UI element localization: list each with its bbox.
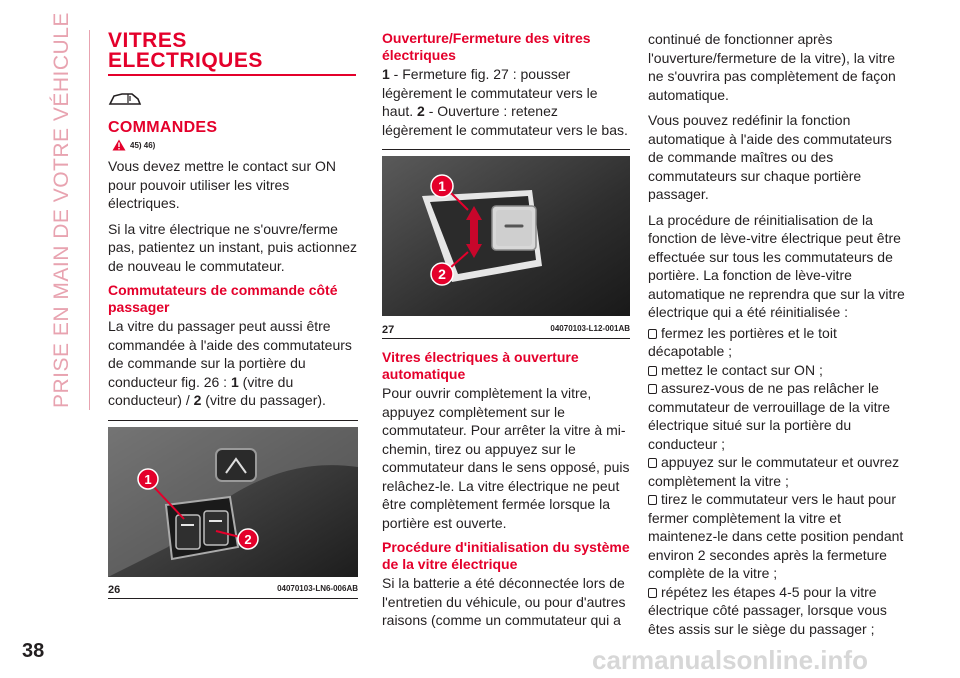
section-title-line2: ELECTRIQUES (108, 49, 263, 72)
paragraph: Si la batterie a été déconnectée lors de l'entretien du véhicule, ou pour d'autres raisons (comme un commutateur qui a (382, 575, 626, 628)
section-title-line1: VITRES (108, 29, 187, 52)
checkbox-bullet-icon (648, 384, 657, 394)
checkbox-bullet-icon (648, 495, 657, 505)
window-switch-photo (382, 156, 630, 316)
warning-refs-text: 45) 46) (130, 140, 156, 150)
title-rule (108, 74, 356, 76)
checkbox-bullet-icon (648, 458, 657, 468)
column-1 (108, 30, 358, 599)
figure-27 (382, 149, 630, 339)
checkbox-bullet-icon (648, 588, 657, 598)
subsection-title: COMMANDES (108, 119, 218, 136)
list-item: mettez le contact sur ON ; (648, 361, 910, 380)
watermark: carmanualsonline.info (592, 645, 868, 675)
warning-icon (112, 139, 126, 151)
heading-passenger-switches: Commutateurs de commande côté passager (108, 282, 338, 315)
list-item: répétez les étapes 4-5 pour la vitre électrique côté passager, lorsque vous êtes assis sur le siège du passager ; (648, 583, 887, 637)
figure-caption (382, 324, 630, 336)
callout-2: 2 (438, 266, 446, 282)
figure-code: 04070103-L12-001AB (550, 324, 630, 333)
paragraph: La procédure de réinitialisation de la fonction de lève-vitre électrique peut être effectuée sur tous les commutateurs de portière. La fonction de lève-vitre automatique ne reprendra que sur la vitre électrique qui a été réinitialisée : (648, 211, 905, 320)
paragraph: Si la vitre électrique ne s'ouvre/ferme pas, patientez un instant, puis actionnez de nouveau le commutateur. (108, 220, 358, 274)
figure-26 (108, 420, 358, 599)
figure-code: 04070103-LN6-006AB (277, 583, 358, 593)
list-item: fermez les portières et le toit décapotable ; (648, 324, 837, 359)
figure-number: 26 (108, 583, 121, 596)
list-item: appuyez sur le commutateur et ouvrez complètement la vitre ; (648, 454, 900, 489)
door-switch-photo (108, 427, 358, 577)
list-item: tirez le commutateur vers le haut pour fermer complètement la vitre et maintenez-le dans cette position pendant environ 2 secondes après la fermeture complète de la vitre ; (648, 491, 904, 581)
paragraph: Vous pouvez redéfinir la fonction automatique à l'aide des commutateurs de commande maîtres ou des commutateurs sur chaque portière passager. (648, 112, 892, 202)
callout-2: 2 (244, 531, 252, 547)
callout-1: 1 (144, 471, 152, 487)
heading-initialisation: Procédure d'initialisation du système de la vitre électrique (382, 539, 630, 572)
paragraph: 1 - Fermeture fig. 27 : pousser légèrement le commutateur vers le haut. 2 - Ouverture : retenez légèrement le commutateur vers le bas. (382, 66, 628, 138)
paragraph: La vitre du passager peut aussi être commandée à l'aide des commutateurs de commande sur la portière du conducteur fig. 26 : 1 (vitre du conducteur) / 2 (vitre du passager). (108, 318, 352, 408)
figure-number: 27 (382, 324, 395, 336)
page-number: 38 (22, 640, 45, 662)
column-2 (382, 30, 630, 637)
callout-1: 1 (438, 178, 446, 194)
paragraph: Pour ouvrir complètement la vitre, appuyez complètement sur le commutateur. Pour arrêter la vitre à mi-chemin, tirez ou appuyez sur le commutateur dans le sens opposé, puis relâchez-le. La vitre électrique ne peut être complètement fermée lorsque la portière est ouverte. (382, 385, 630, 531)
column-3 (648, 30, 910, 638)
paragraph: continué de fonctionner après l'ouverture/fermeture de la vitre), la vitre ne s'ouvrira pas complètement de façon automatique. (648, 31, 896, 103)
car-window-icon (108, 90, 142, 106)
heading-auto-windows: Vitres électriques à ouverture automatique (382, 349, 579, 382)
warning-refs (112, 139, 358, 151)
paragraph: Vous devez mettre le contact sur ON pour pouvoir utiliser les vitres électriques. (108, 158, 336, 211)
chapter-title: PRISE EN MAIN DE VOTRE VÉHICULE (50, 12, 73, 408)
heading-open-close: Ouverture/Fermeture des vitres électriques (382, 30, 591, 63)
figure-caption (108, 584, 358, 596)
checkbox-bullet-icon (648, 329, 657, 339)
list-item: assurez-vous de ne pas relâcher le commutateur de verrouillage de la vitre électrique situé sur la portière du conducteur ; (648, 380, 891, 452)
chapter-rule (89, 30, 90, 410)
checkbox-bullet-icon (648, 366, 657, 376)
